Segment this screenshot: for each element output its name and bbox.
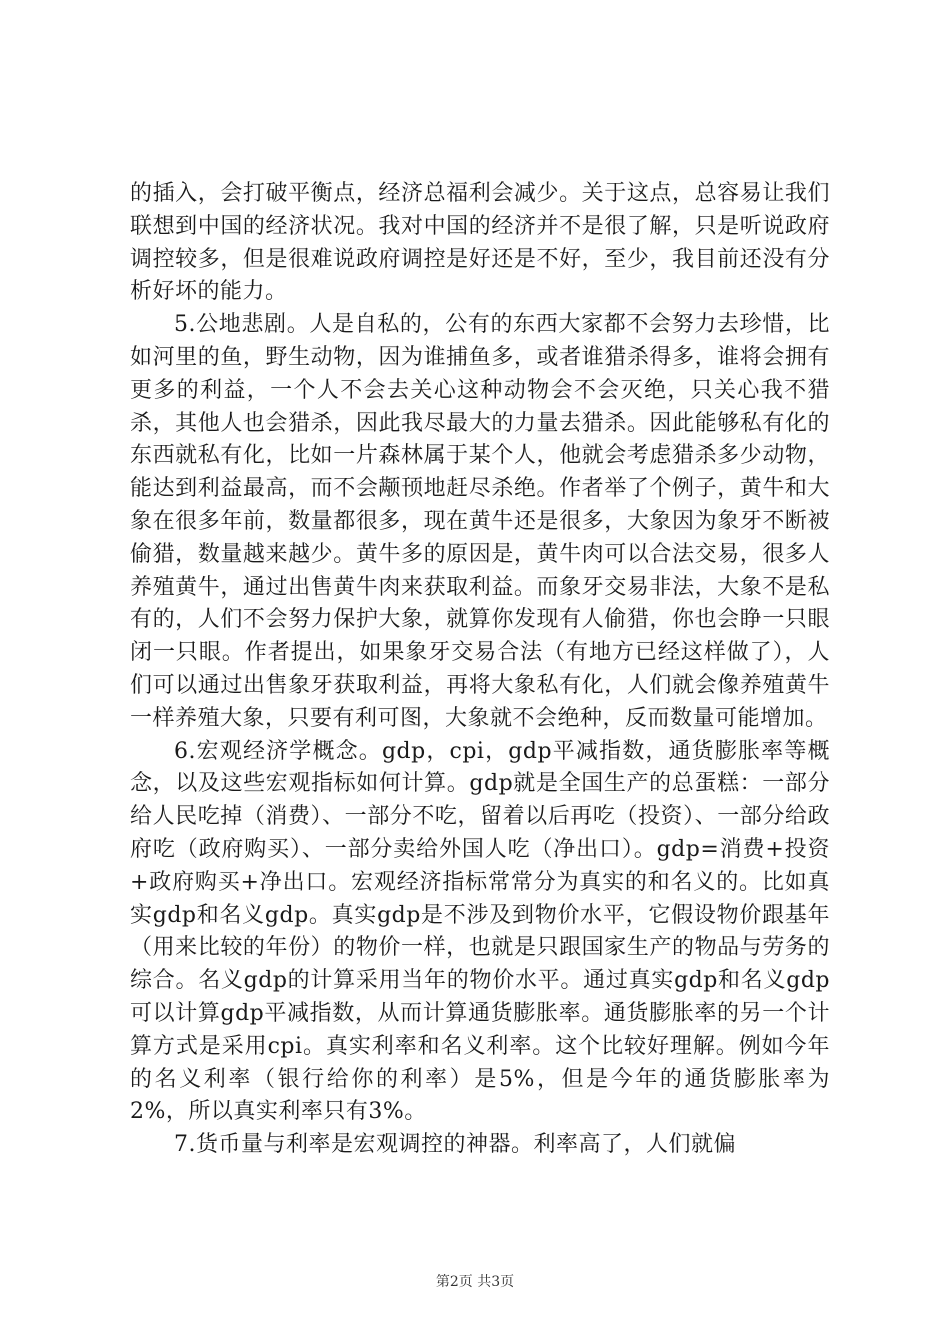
paragraph-money-and-interest: 7.货币量与利率是宏观调控的神器。利率高了，人们就偏: [174, 1132, 736, 1158]
paragraph-tragedy-of-commons: 5.公地悲剧。人是自私的，公有的东西大家都不会努力去珍惜，比如河里的鱼，野生动物，因为谁捕鱼多，或者谁猎杀得多，谁将会拥有更多的利益，一个人不会去关心这种动物会不会灭绝，只关心我不猎杀，其他人也会猎杀，因此我尽最大的力量去猎杀。因此能够私有化的东西就私有化，比如一片森林属于某个人，他就会考虑猎杀多少动物，能达到利益最高，而不会颟顸地赶尽杀绝。作者举了个例子，黄牛和大象在很多年前，数量都很多，现在黄牛还是很多，大象因为象牙不断被偷猎，数量越来越少。黄牛多的原因是，黄牛肉可以合法交易，很多人养殖黄牛，通过出售黄牛肉来获取利益。而象牙交易非法，大象不是私有的，人们不会努力保护大象，就算你发现有人偷猎，你也会睁一只眼闭一只眼。作者提出，如果象牙交易合法（有地方已经这样做了），人们可以通过出售象牙获取利益，再将大象私有化，人们就会像养殖黄牛一样养殖大象，只要有利可图，大象就不会绝种，反而数量可能增加。: [130, 312, 830, 731]
document-body: [130, 178, 830, 1162]
paragraph-macroeconomics-concepts: 6.宏观经济学概念。gdp，cpi，gdp平减指数，通货膨胀率等概念，以及这些宏观指标如何计算。gdp就是全国生产的总蛋糕：一部分给人民吃掉（消费）、一部分不吃，留着以后再吃（投资）、一部分给政府吃（政府购买）、一部分卖给外国人吃（净出口）。gdp=消费+投资+政府购买+净出口。宏观经济指标常常分为真实的和名义的。比如真实gdp和名义gdp。真实gdp是不涉及到物价水平，它假设物价跟基年（用来比较的年份）的物价一样，也就是只跟国家生产的物品与劳务的综合。名义gdp的计算采用当年的物价水平。通过真实gdp和名义gdp可以计算gdp平减指数，从而计算通货膨胀率。通货膨胀率的另一个计算方式是采用cpi。真实利率和名义利率。这个比较好理解。例如今年的名义利率（银行给你的利率）是5%，但是今年的通货膨胀率为2%，所以真实利率只有3%。: [130, 738, 830, 1125]
paragraph-continued: 的插入，会打破平衡点，经济总福利会减少。关于这点，总容易让我们联想到中国的经济状况。我对中国的经济并不是很了解，只是听说政府调控较多，但是很难说政府调控是好还是不好，至少，我目前还没有分析好坏的能力。: [130, 181, 830, 305]
page-number-footer: 第2页 共3页: [435, 1274, 515, 1290]
